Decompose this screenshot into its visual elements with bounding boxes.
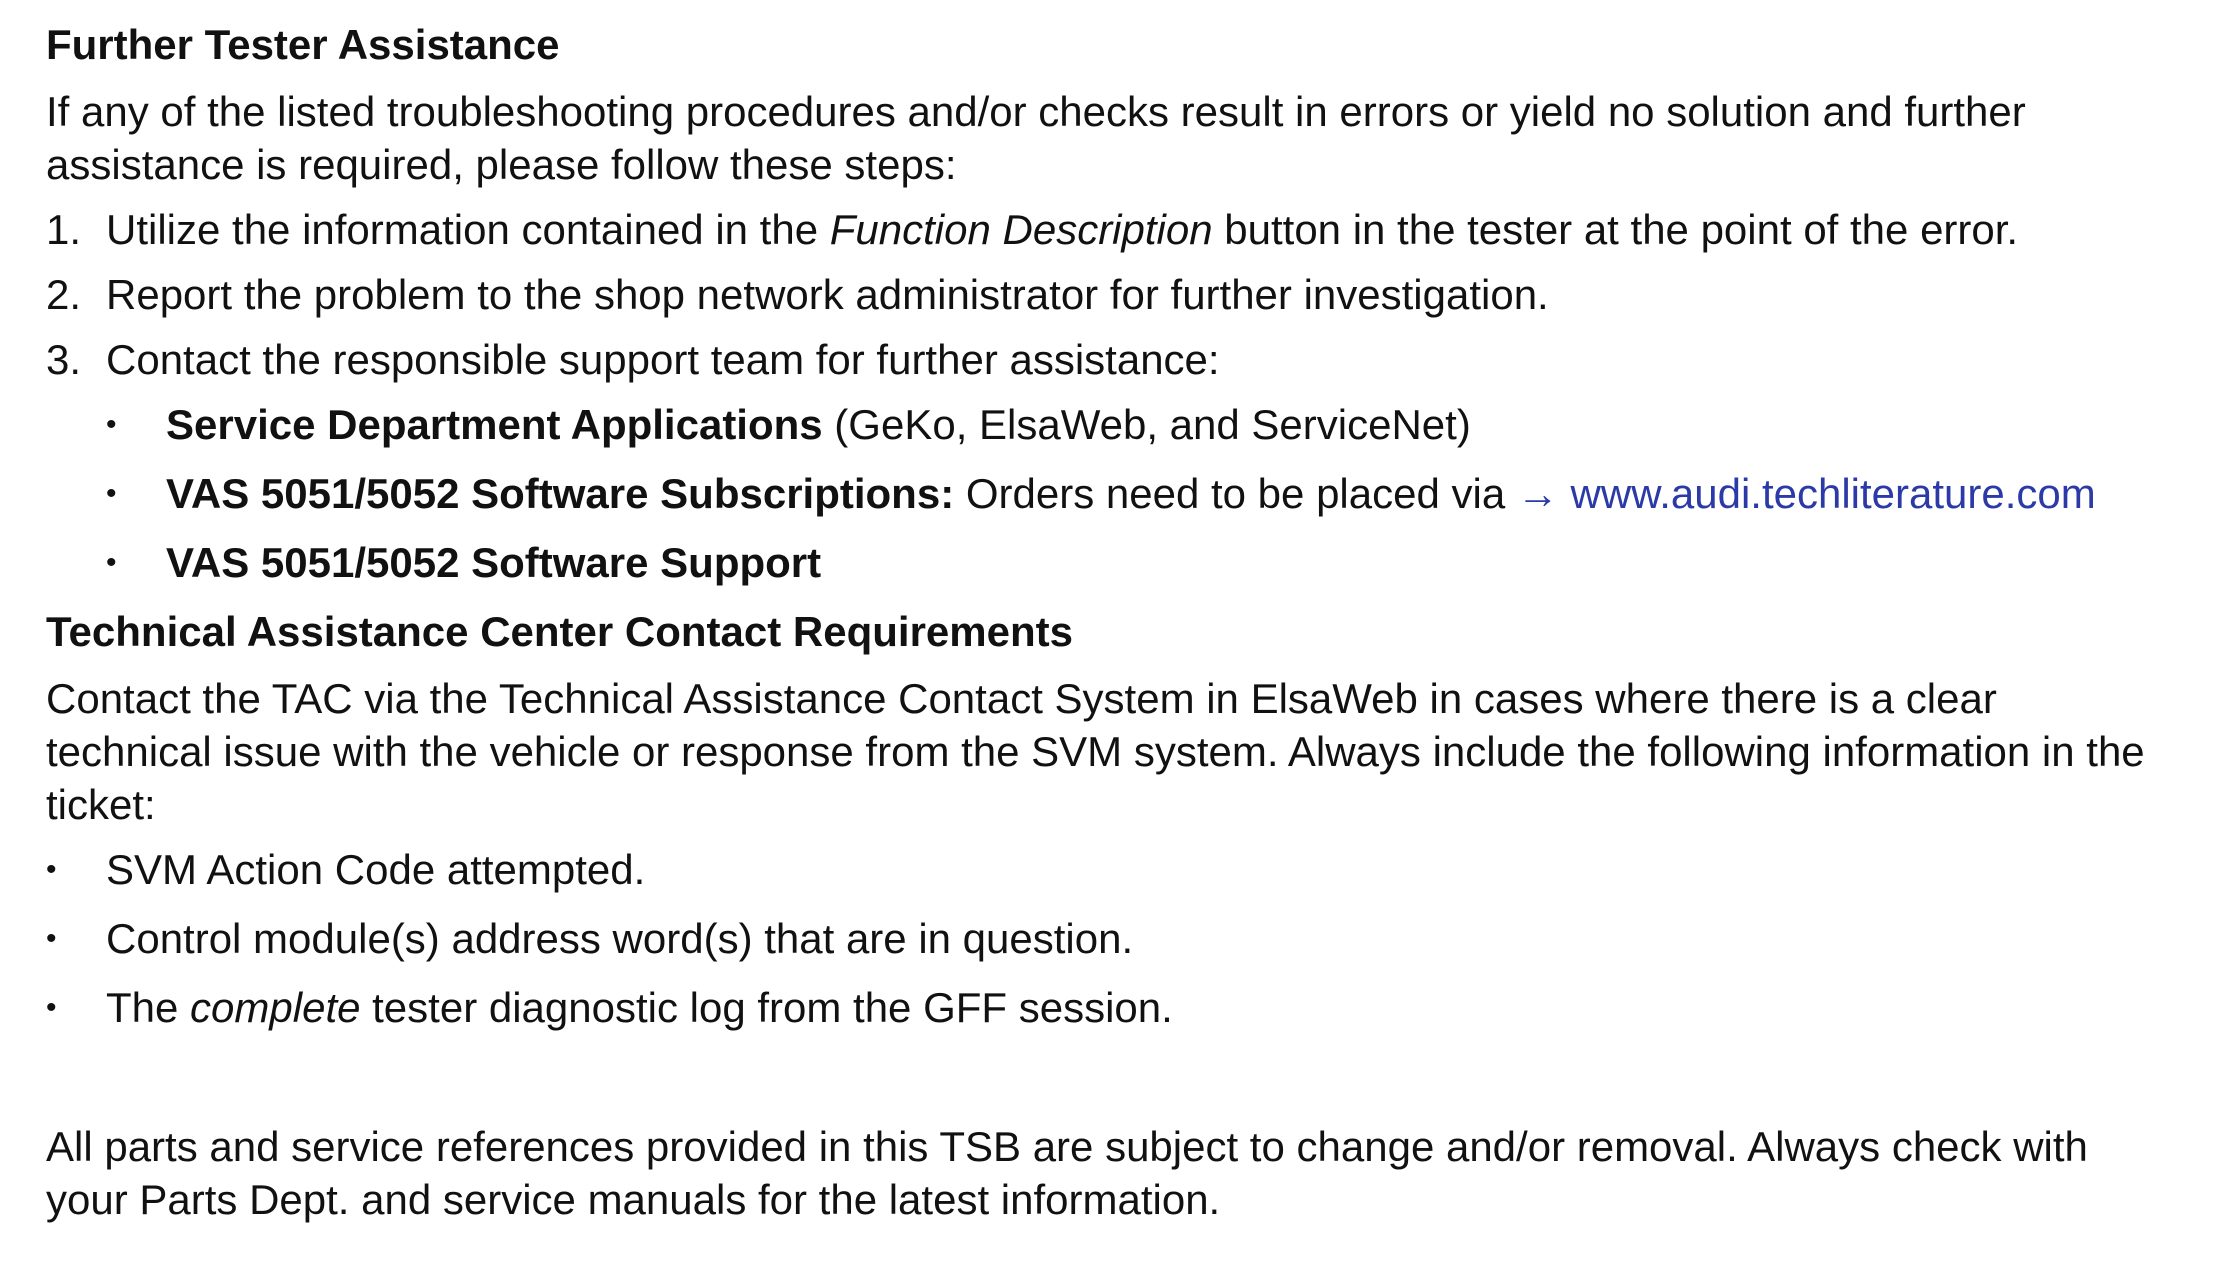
techliterature-link[interactable]: → www.audi.techliterature.com — [1516, 470, 2096, 517]
bullet-icon: • — [106, 408, 117, 441]
list-item-text: SVM Action Code attempted. — [106, 846, 646, 893]
tac-requirements-list — [46, 843, 2173, 1034]
bullet-icon: • — [46, 922, 57, 955]
step-text: button in the tester at the point of the error. — [1212, 206, 2019, 253]
steps-list — [46, 203, 2173, 386]
support-item-software-subscriptions — [46, 467, 2173, 520]
bullet-icon: • — [106, 546, 117, 579]
support-item-title: VAS 5051/5052 Software Support — [166, 539, 822, 586]
list-item-text: The — [106, 984, 191, 1031]
step-item-3 — [46, 333, 2173, 386]
bullet-icon: • — [106, 477, 117, 510]
complete-emphasis: complete — [190, 984, 361, 1031]
step-text: Contact the responsible support team for further assistance: — [106, 336, 1220, 383]
step-number: 1. — [46, 206, 82, 253]
support-team-list — [46, 398, 2173, 589]
list-item — [46, 981, 2173, 1034]
list-item-text: Control module(s) address word(s) that are in question. — [106, 915, 1134, 962]
step-item-1 — [46, 203, 2173, 256]
step-item-2 — [46, 268, 2173, 321]
step-text: Report the problem to the shop network administrator for further investigation. — [106, 271, 1549, 318]
step-text: Utilize the information contained in the — [106, 206, 830, 253]
list-item — [46, 843, 2173, 896]
heading-tac-contact-requirements: Technical Assistance Center Contact Requirements — [46, 608, 1073, 655]
list-item-text: tester diagnostic log from the GFF session. — [360, 984, 1173, 1031]
step-number: 2. — [46, 271, 82, 318]
support-item-text: (GeKo, ElsaWeb, and ServiceNet) — [822, 401, 1471, 448]
bullet-icon: • — [46, 991, 57, 1024]
support-item-service-apps — [46, 398, 2173, 451]
support-item-title: VAS 5051/5052 Software Subscriptions: — [166, 470, 955, 517]
list-item — [46, 912, 2173, 965]
function-description-emphasis: Function Description — [829, 206, 1213, 253]
tac-intro-paragraph: Contact the TAC via the Technical Assistance Contact System in ElsaWeb in cases where there is a clear technical issue with the vehicle or response from the SVM system. Always include the following information in the ticket: — [46, 675, 2145, 828]
support-item-software-support — [46, 536, 2173, 589]
support-item-text: Orders need to be placed via — [954, 470, 1517, 517]
step-number: 3. — [46, 336, 82, 383]
bullet-icon: • — [46, 853, 57, 886]
support-item-title: Service Department Applications — [166, 401, 823, 448]
intro-paragraph: If any of the listed troubleshooting procedures and/or checks result in errors or yield no solution and further assistance is required, please follow these steps: — [46, 88, 2026, 188]
footer-disclaimer: All parts and service references provided in this TSB are subject to change and/or removal. Always check with your Parts Dept. and service manuals for the latest information. — [46, 1123, 2088, 1223]
heading-further-tester-assistance: Further Tester Assistance — [46, 21, 560, 68]
